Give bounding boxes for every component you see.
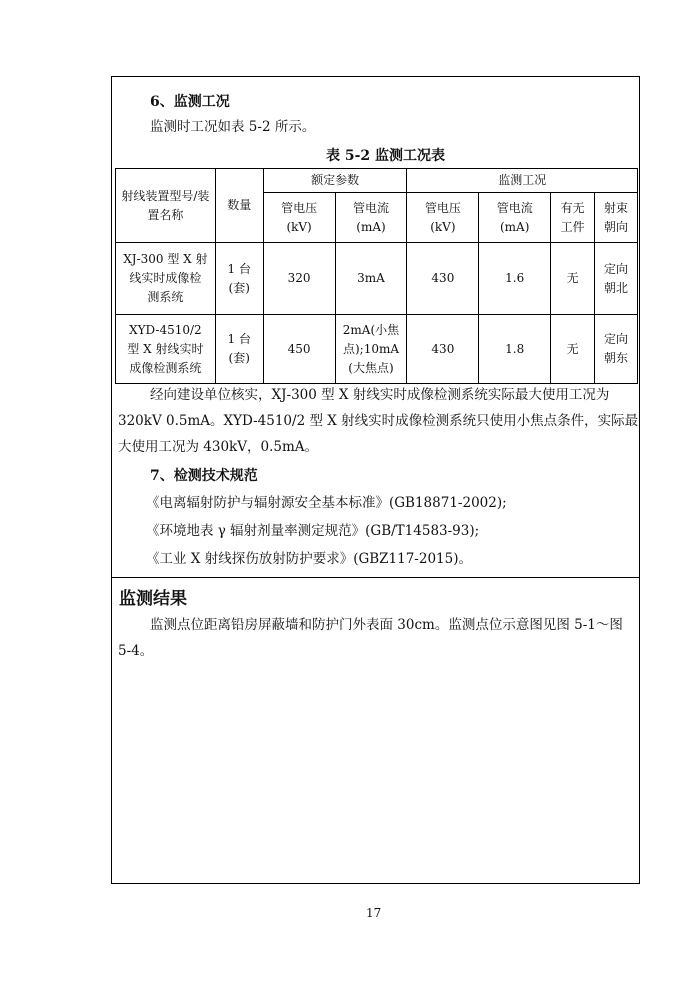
monitoring-conditions-table <box>115 168 638 384</box>
section-6-heading: 6、监测工况 <box>150 94 230 110</box>
cell-rated-voltage: 450 <box>263 315 335 384</box>
results-line-2: 5-4。 <box>118 643 154 659</box>
note-line-2: 320kV 0.5mA。XYD-4510/2 型 X 射线实时成像检测系统只使用小焦点条件，实际最 <box>118 413 639 429</box>
results-line-1: 监测点位距离铅房屏蔽墙和防护门外表面 30cm。监测点位示意图见图 5-1～图 <box>150 617 623 633</box>
cell-monitor-voltage: 430 <box>407 315 479 384</box>
cell-rated-current: 3mA <box>335 243 407 315</box>
table-row <box>116 243 638 315</box>
cell-monitor-current: 1.8 <box>479 315 551 384</box>
note-line-1: 经向建设单位核实，XJ-300 型 X 射线实时成像检测系统实际最大使用工况为 <box>150 387 610 403</box>
subheader-rated-voltage: 管电压 (kV) <box>263 193 335 243</box>
cell-device: XJ-300 型 X 射 线实时成像检 测系统 <box>116 243 216 315</box>
header-quantity: 数量 <box>215 169 263 243</box>
cell-quantity: 1 台 (套) <box>215 243 263 315</box>
table-caption: 表 5-2 监测工况表 <box>326 148 446 164</box>
section-6-intro: 监测时工况如表 5-2 所示。 <box>150 119 316 135</box>
cell-monitor-current: 1.6 <box>479 243 551 315</box>
results-heading: 监测结果 <box>119 589 187 609</box>
subheader-rated-current: 管电流 (mA) <box>335 193 407 243</box>
subheader-monitor-current: 管电流 (mA) <box>479 193 551 243</box>
standard-item: 《电离辐射防护与辐射源安全基本标准》(GB18871-2002); <box>146 495 507 511</box>
cell-beam-direction: 定向 朝东 <box>595 315 638 384</box>
cell-quantity: 1 台 (套) <box>215 315 263 384</box>
page-number: 17 <box>366 906 382 920</box>
header-monitoring-conditions: 监测工况 <box>407 169 638 193</box>
section-7-heading: 7、检测技术规范 <box>150 468 258 484</box>
subheader-monitor-voltage: 管电压 (kV) <box>407 193 479 243</box>
note-line-3: 大使用工况为 430kV，0.5mA。 <box>118 439 319 455</box>
subheader-workpiece: 有无 工件 <box>551 193 595 243</box>
header-rated-params: 额定参数 <box>263 169 407 193</box>
cell-monitor-voltage: 430 <box>407 243 479 315</box>
cell-device: XYD-4510/2 型 X 射线实时 成像检测系统 <box>116 315 216 384</box>
cell-beam-direction: 定向 朝北 <box>595 243 638 315</box>
cell-workpiece: 无 <box>551 315 595 384</box>
cell-workpiece: 无 <box>551 243 595 315</box>
section-divider <box>111 577 640 578</box>
subheader-beam-direction: 射束 朝向 <box>595 193 638 243</box>
standard-item: 《工业 X 射线探伤放射防护要求》(GBZ117-2015)。 <box>146 551 472 567</box>
cell-rated-voltage: 320 <box>263 243 335 315</box>
standard-item: 《环境地表 γ 辐射剂量率测定规范》(GB/T14583-93); <box>146 523 480 539</box>
table-row <box>116 315 638 384</box>
header-device: 射线装置型号/装置名称 <box>116 169 216 243</box>
cell-rated-current: 2mA(小焦 点);10mA (大焦点) <box>335 315 407 384</box>
